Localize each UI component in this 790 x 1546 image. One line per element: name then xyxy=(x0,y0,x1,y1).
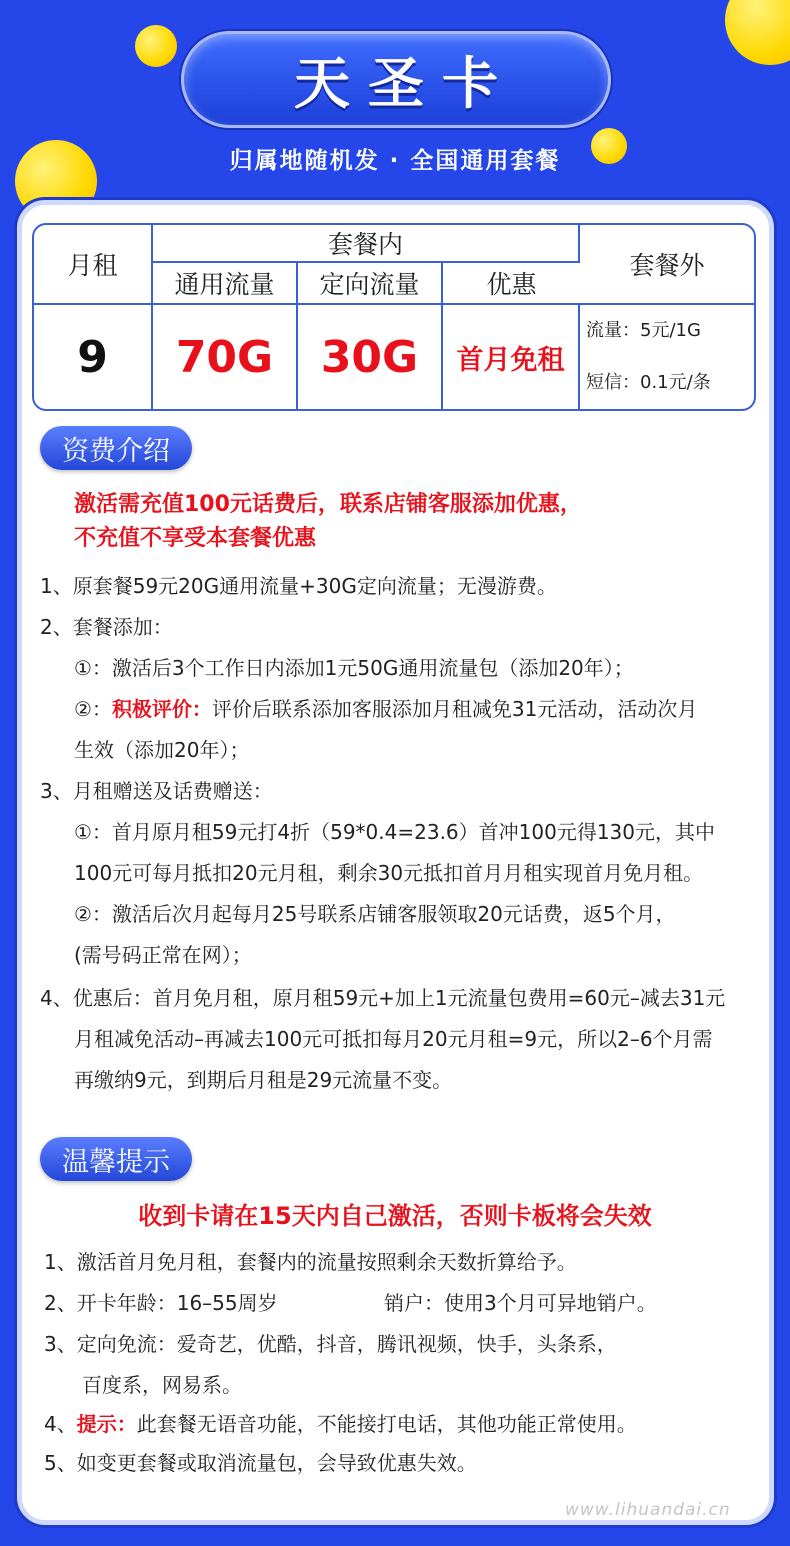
header-monthly: 月租 xyxy=(34,225,153,305)
tips-line-text: 此套餐无语音功能，不能接打电话，其他功能正常使用。 xyxy=(136,1412,637,1436)
plan-table xyxy=(32,223,756,411)
offer-value: 首月免租 xyxy=(443,305,580,409)
tips-line: 1、激活首月免月租，套餐内的流量按照剩余天数折算给予。 xyxy=(44,1250,577,1274)
fee-red-note-2: 不充值不享受本套餐优惠 xyxy=(74,526,317,551)
header-out-plan: 套餐外 xyxy=(580,225,754,305)
fee-line: (需号码正常在网）； xyxy=(74,943,252,967)
tips-line-prefix: 4、 xyxy=(44,1412,77,1436)
fee-line: 再缴纳9元，到期后月租是29元流量不变。 xyxy=(74,1068,453,1092)
title-banner xyxy=(181,31,611,128)
tips-line: 3、定向免流：爱奇艺，优酷，抖音，腾讯视频，快手，头条系， xyxy=(44,1332,617,1356)
decor-ball xyxy=(725,0,790,65)
watermark: www.lihuandai.cn xyxy=(565,1500,731,1520)
fee-line: 100元可每月抵扣20元月租，剩余30元抵扣首月月租实现首月免月租。 xyxy=(74,861,704,885)
tips-line: 销户：使用3个月可异地销户。 xyxy=(384,1291,657,1315)
header-general-data: 通用流量 xyxy=(153,263,298,305)
page-title: 天圣卡 xyxy=(294,51,516,117)
fee-line: 3、月租赠送及话费赠送： xyxy=(40,779,273,803)
fee-line: 1、原套餐59元20G通用流量+30G定向流量；无漫游费。 xyxy=(40,574,557,598)
fee-line: 生效（添加20年）； xyxy=(74,738,250,762)
page-subtitle: 归属地随机发 · 全国通用套餐 xyxy=(229,148,561,174)
fee-line xyxy=(74,693,697,722)
tips-line: 2、开卡年龄：16–55周岁 xyxy=(44,1291,278,1315)
fee-red-note-1: 激活需充值100元话费后，联系店铺客服添加优惠， xyxy=(74,492,582,517)
fee-line: ①：首月原月租59元打4折（59*0.4=23.6）首冲100元得130元，其中 xyxy=(74,820,715,844)
header-in-plan: 套餐内 xyxy=(153,225,580,263)
monthly-fee-value: 9 xyxy=(34,305,153,409)
fee-highlight: 积极评价： xyxy=(111,697,212,721)
out-plan-data-rate: 流量：5元/1G xyxy=(586,320,701,341)
tips-line xyxy=(44,1408,637,1437)
out-plan-sms-rate: 短信：0.1元/条 xyxy=(586,372,711,393)
tips-red-note: 收到卡请在15天内自己激活，否则卡板将会失效 xyxy=(138,1202,652,1230)
tips-line: 5、如变更套餐或取消流量包，会导致优惠失效。 xyxy=(44,1451,477,1475)
fee-line: ①：激活后3个工作日内添加1元50G通用流量包（添加20年）； xyxy=(74,656,634,680)
fee-line: 4、优惠后：首月免月租，原月租59元+加上1元流量包费用=60元–减去31元 xyxy=(40,986,726,1010)
fee-line-text: 评价后联系添加客服添加月租减免31元活动，活动次月 xyxy=(211,697,698,721)
fee-section-tag: 资费介绍 xyxy=(40,426,192,470)
fee-line: ②：激活后次月起每月25号联系店铺客服领取20元话费，返5个月， xyxy=(74,902,676,926)
out-plan-rates xyxy=(580,305,754,409)
fee-line-prefix: ②： xyxy=(74,697,112,721)
general-data-value: 70G xyxy=(153,305,298,409)
fee-line: 2、套餐添加： xyxy=(40,615,173,639)
tips-line: 百度系，网易系。 xyxy=(82,1373,242,1397)
header-directed-data: 定向流量 xyxy=(298,263,443,305)
decor-ball xyxy=(135,25,177,67)
tips-highlight: 提示： xyxy=(76,1412,137,1436)
tips-section-tag: 温馨提示 xyxy=(40,1137,192,1181)
directed-data-value: 30G xyxy=(298,305,443,409)
header-offer: 优惠 xyxy=(443,263,580,305)
fee-line: 月租减免活动–再减去100元可抵扣每月20元月租=9元，所以2–6个月需 xyxy=(74,1027,713,1051)
